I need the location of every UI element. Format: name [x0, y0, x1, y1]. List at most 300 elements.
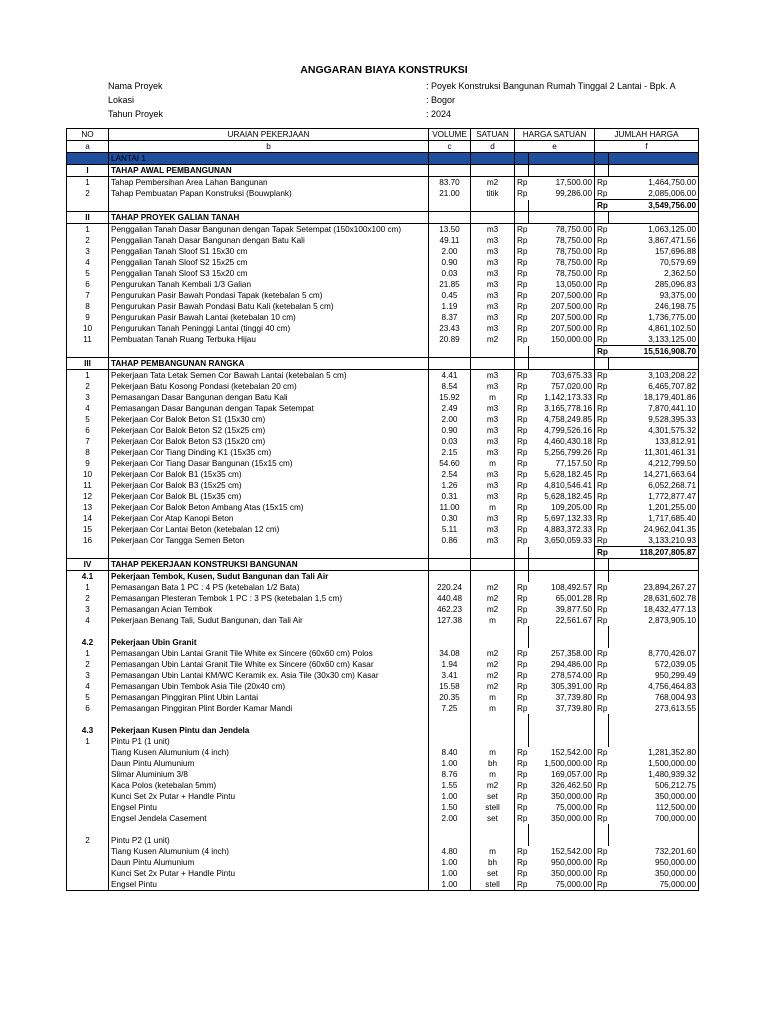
project-year-label: Tahun Proyek	[108, 109, 164, 119]
empty-cell	[109, 547, 429, 559]
section-number: III	[67, 358, 109, 370]
row-total-price: 133,812.91	[609, 436, 699, 447]
row-number: 4	[67, 403, 109, 414]
row-total-price: 9,528,395.33	[609, 414, 699, 425]
row-total-price: 6,465,707.82	[609, 381, 699, 392]
row-description: Pembuatan Tanah Ruang Terbuka Hijau	[109, 334, 429, 346]
row-volume: 2.49	[429, 403, 471, 414]
total-price-currency: Rp	[595, 469, 609, 480]
row-unit-price: 3,650,059.33	[529, 535, 595, 547]
table-row	[67, 593, 699, 604]
empty-cell	[515, 346, 529, 358]
total-price-currency: Rp	[595, 747, 609, 758]
row-volume: 13.50	[429, 224, 471, 236]
row-unit: stell	[471, 802, 515, 813]
letter-satuan: d	[471, 141, 515, 153]
table-row	[67, 513, 699, 524]
row-unit: m3	[471, 279, 515, 290]
empty-cell	[609, 725, 699, 736]
row-unit-price: 78,750.00	[529, 224, 595, 236]
row-unit: m3	[471, 370, 515, 382]
table-row	[67, 703, 699, 714]
row-number	[67, 802, 109, 813]
row-unit-price: 5,697,132.33	[529, 513, 595, 524]
row-description: Pekerjaan Kusen Pintu dan Jendela	[109, 725, 429, 736]
row-unit: m3	[471, 436, 515, 447]
row-description: Pengurukan Pasir Bawah Lantai (ketebalan 10 cm)	[109, 312, 429, 323]
row-description: Pengurukan Pasir Bawah Pondasi Batu Kali (ketebalan 5 cm)	[109, 301, 429, 312]
empty-cell	[471, 165, 515, 177]
row-unit-price: 207,500.00	[529, 323, 595, 334]
section-number: I	[67, 165, 109, 177]
table-row	[67, 323, 699, 334]
project-location-row	[108, 93, 748, 107]
empty-cell	[595, 571, 609, 583]
empty-cell	[529, 559, 595, 571]
row-total-price: 4,212,799.50	[609, 458, 699, 469]
row-unit-price: 17,500.00	[529, 177, 595, 189]
row-number: 2	[67, 235, 109, 246]
empty-cell	[595, 165, 609, 177]
row-description: Pekerjaan Cor Balok B3 (15x25 cm)	[109, 480, 429, 491]
row-volume: 1.00	[429, 879, 471, 891]
table-row	[67, 846, 699, 857]
empty-cell	[609, 637, 699, 648]
unit-price-currency: Rp	[515, 659, 529, 670]
empty-cell	[471, 714, 515, 725]
empty-cell	[515, 559, 529, 571]
empty-cell	[429, 714, 471, 725]
empty-cell	[471, 824, 515, 835]
row-unit: m3	[471, 513, 515, 524]
row-description: Kunci Set 2x Putar + Handle Pintu	[109, 868, 429, 879]
empty-cell	[595, 212, 609, 224]
row-number: 2	[67, 593, 109, 604]
row-total-price: 1,500,000.00	[609, 758, 699, 769]
row-number: 12	[67, 491, 109, 502]
total-price-currency: Rp	[595, 502, 609, 513]
row-unit: m2	[471, 659, 515, 670]
row-total-price: 70,579.69	[609, 257, 699, 268]
row-number	[67, 791, 109, 802]
unit-price-currency: Rp	[515, 879, 529, 891]
row-volume: 0.03	[429, 436, 471, 447]
section-total-value: 15,516,908.70	[609, 346, 699, 358]
empty-cell	[471, 346, 515, 358]
row-number	[67, 758, 109, 769]
empty-cell	[529, 153, 595, 165]
letter-jumlah: f	[595, 141, 699, 153]
row-total-price: 1,480,939.32	[609, 769, 699, 780]
section-total-row	[67, 547, 699, 559]
row-volume: 23.43	[429, 323, 471, 334]
row-unit-price: 152,542.00	[529, 846, 595, 857]
row-unit-price: 278,574.00	[529, 670, 595, 681]
row-number	[67, 846, 109, 857]
unit-price-currency: Rp	[515, 692, 529, 703]
row-unit: m3	[471, 414, 515, 425]
row-unit-price: 77,157.50	[529, 458, 595, 469]
total-price-currency: Rp	[595, 491, 609, 502]
subsection-header-row	[67, 571, 699, 583]
empty-cell	[515, 212, 529, 224]
unit-price-currency: Rp	[515, 425, 529, 436]
total-price-currency: Rp	[595, 769, 609, 780]
project-name-label: Nama Proyek	[108, 81, 163, 91]
row-unit: set	[471, 868, 515, 879]
total-price-currency: Rp	[595, 857, 609, 868]
row-number: 14	[67, 513, 109, 524]
group-row	[67, 835, 699, 846]
empty-cell	[595, 637, 609, 648]
row-unit: m3	[471, 480, 515, 491]
row-volume: 0.90	[429, 257, 471, 268]
total-price-currency: Rp	[595, 604, 609, 615]
row-number: 4	[67, 681, 109, 692]
empty-cell	[609, 714, 699, 725]
row-description: Pekerjaan Cor Tiang Dinding K1 (15x35 cm)	[109, 447, 429, 458]
row-unit-price: 78,750.00	[529, 235, 595, 246]
empty-cell	[429, 736, 471, 747]
unit-price-currency: Rp	[515, 188, 529, 200]
total-price-currency: Rp	[595, 582, 609, 593]
row-total-price: 7,870,441.10	[609, 403, 699, 414]
empty-cell	[529, 736, 595, 747]
table-body	[67, 153, 699, 891]
empty-cell	[471, 559, 515, 571]
total-price-currency: Rp	[595, 480, 609, 491]
empty-cell	[67, 200, 109, 212]
total-price-currency: Rp	[595, 392, 609, 403]
total-price-currency: Rp	[595, 301, 609, 312]
total-price-currency: Rp	[595, 268, 609, 279]
empty-cell	[429, 547, 471, 559]
row-unit-price: 257,358.00	[529, 648, 595, 659]
row-description: Pekerjaan Batu Kosong Pondasi (ketebalan 20 cm)	[109, 381, 429, 392]
empty-cell	[609, 736, 699, 747]
row-volume: 34.08	[429, 648, 471, 659]
row-unit-price: 4,883,372.33	[529, 524, 595, 535]
table-row	[67, 659, 699, 670]
row-description: Pemasangan Ubin Lantai Granit Tile White ex Sincere (60x60 cm) Polos	[109, 648, 429, 659]
row-total-price: 2,362.50	[609, 268, 699, 279]
row-number	[67, 879, 109, 891]
row-number: 3	[67, 392, 109, 403]
empty-cell	[529, 835, 595, 846]
unit-price-currency: Rp	[515, 381, 529, 392]
unit-price-currency: Rp	[515, 535, 529, 547]
total-price-currency: Rp	[595, 177, 609, 189]
table-row	[67, 312, 699, 323]
row-unit: m3	[471, 312, 515, 323]
table-row	[67, 524, 699, 535]
empty-cell	[471, 736, 515, 747]
row-total-price: 3,103,208.22	[609, 370, 699, 382]
empty-cell	[529, 824, 595, 835]
header-harga-satuan: HARGA SATUAN	[515, 129, 595, 141]
row-number: 1	[67, 736, 109, 747]
unit-price-currency: Rp	[515, 648, 529, 659]
empty-cell	[67, 824, 109, 835]
row-unit-price: 4,810,546.41	[529, 480, 595, 491]
row-total-price: 4,301,575.32	[609, 425, 699, 436]
empty-cell	[595, 835, 609, 846]
row-unit-price: 39,877.50	[529, 604, 595, 615]
table-row	[67, 747, 699, 758]
total-price-currency: Rp	[595, 312, 609, 323]
row-volume: 7.25	[429, 703, 471, 714]
table-row	[67, 177, 699, 189]
header-volume: VOLUME	[429, 129, 471, 141]
row-volume: 440.48	[429, 593, 471, 604]
total-price-currency: Rp	[595, 670, 609, 681]
empty-cell	[595, 736, 609, 747]
row-unit: m	[471, 502, 515, 513]
row-description: Daun Pintu Alumunium	[109, 758, 429, 769]
unit-price-currency: Rp	[515, 513, 529, 524]
row-unit-price: 4,758,249.85	[529, 414, 595, 425]
row-description: Penggalian Tanah Sloof S2 15x25 cm	[109, 257, 429, 268]
row-unit: m3	[471, 524, 515, 535]
empty-cell	[429, 212, 471, 224]
total-price-currency: Rp	[595, 802, 609, 813]
table-row	[67, 791, 699, 802]
total-price-currency: Rp	[595, 436, 609, 447]
row-description: Pekerjaan Cor Tangga Semen Beton	[109, 535, 429, 547]
unit-price-currency: Rp	[515, 802, 529, 813]
empty-cell	[429, 358, 471, 370]
header-satuan: SATUAN	[471, 129, 515, 141]
row-total-price: 572,039.05	[609, 659, 699, 670]
empty-cell	[515, 736, 529, 747]
row-unit-price: 4,799,526.16	[529, 425, 595, 436]
row-total-price: 4,861,102.50	[609, 323, 699, 334]
row-description: Pekerjaan Tata Letak Semen Cor Bawah Lantai (ketebalan 5 cm)	[109, 370, 429, 382]
row-unit-price: 350,000.00	[529, 791, 595, 802]
letter-volume: c	[429, 141, 471, 153]
table-row	[67, 582, 699, 593]
empty-cell	[471, 626, 515, 637]
row-volume: 2.00	[429, 414, 471, 425]
blank-row	[67, 626, 699, 637]
empty-cell	[515, 200, 529, 212]
row-unit: m3	[471, 257, 515, 268]
row-unit-price: 169,057.00	[529, 769, 595, 780]
row-description: Slimar Aluminium 3/8	[109, 769, 429, 780]
empty-cell	[429, 571, 471, 583]
row-unit-price: 78,750.00	[529, 257, 595, 268]
row-volume: 8.76	[429, 769, 471, 780]
total-price-currency: Rp	[595, 403, 609, 414]
row-number	[67, 813, 109, 824]
total-price-currency: Rp	[595, 813, 609, 824]
row-volume: 0.30	[429, 513, 471, 524]
table-row	[67, 235, 699, 246]
row-number: 6	[67, 703, 109, 714]
row-unit-price: 703,675.33	[529, 370, 595, 382]
row-volume: 2.54	[429, 469, 471, 480]
row-description: Pemasangan Plesteran Tembok 1 PC : 3 PS (ketebalan 1,5 cm)	[109, 593, 429, 604]
row-unit-price: 75,000.00	[529, 802, 595, 813]
row-volume: 0.45	[429, 290, 471, 301]
row-total-price: 1,281,352.80	[609, 747, 699, 758]
total-price-currency: Rp	[595, 323, 609, 334]
row-volume: 1.00	[429, 857, 471, 868]
total-price-currency: Rp	[595, 692, 609, 703]
row-description: Penggalian Tanah Dasar Bangunan dengan Tapak Setempat (150x100x100 cm)	[109, 224, 429, 236]
row-total-price: 23,894,267.27	[609, 582, 699, 593]
row-number: 1	[67, 224, 109, 236]
row-number: 9	[67, 312, 109, 323]
row-number: 11	[67, 334, 109, 346]
empty-cell	[515, 547, 529, 559]
row-volume: 0.90	[429, 425, 471, 436]
row-description: Penggalian Tanah Dasar Bangunan dengan Batu Kali	[109, 235, 429, 246]
empty-cell	[471, 637, 515, 648]
row-number: 1	[67, 582, 109, 593]
section-number: II	[67, 212, 109, 224]
row-volume: 54.60	[429, 458, 471, 469]
empty-cell	[529, 346, 595, 358]
row-description: Pekerjaan Cor Balok Beton S3 (15x20 cm)	[109, 436, 429, 447]
empty-cell	[515, 358, 529, 370]
row-number: 3	[67, 246, 109, 257]
total-currency: Rp	[595, 200, 609, 212]
row-total-price: 3,133,125.00	[609, 334, 699, 346]
row-description: Pintu P1 (1 unit)	[109, 736, 429, 747]
unit-price-currency: Rp	[515, 257, 529, 268]
row-volume: 5.11	[429, 524, 471, 535]
row-description: Engsel Jendela Casement	[109, 813, 429, 824]
row-no	[67, 153, 109, 165]
empty-cell	[67, 547, 109, 559]
letter-uraian: b	[109, 141, 429, 153]
row-description: Daun Pintu Alumunium	[109, 857, 429, 868]
row-description: Pekerjaan Cor Balok B1 (15x35 cm)	[109, 469, 429, 480]
row-description: Kunci Set 2x Putar + Handle Pintu	[109, 791, 429, 802]
empty-cell	[471, 153, 515, 165]
row-total-price: 2,085,006.00	[609, 188, 699, 200]
total-price-currency: Rp	[595, 279, 609, 290]
total-price-currency: Rp	[595, 257, 609, 268]
row-number: 5	[67, 268, 109, 279]
total-price-currency: Rp	[595, 846, 609, 857]
table-row	[67, 615, 699, 626]
row-description: Pekerjaan Cor Tiang Dasar Bangunan (15x15 cm)	[109, 458, 429, 469]
row-unit-price: 207,500.00	[529, 290, 595, 301]
empty-cell	[609, 571, 699, 583]
letter-no: a	[67, 141, 109, 153]
unit-price-currency: Rp	[515, 615, 529, 626]
empty-cell	[609, 824, 699, 835]
unit-price-currency: Rp	[515, 177, 529, 189]
letter-harga: e	[515, 141, 595, 153]
group-row	[67, 736, 699, 747]
table-row	[67, 279, 699, 290]
row-volume: 127.38	[429, 615, 471, 626]
table-row	[67, 692, 699, 703]
row-unit: m	[471, 747, 515, 758]
unit-price-currency: Rp	[515, 235, 529, 246]
row-total-price: 18,432,477.13	[609, 604, 699, 615]
empty-cell	[609, 835, 699, 846]
row-number	[67, 780, 109, 791]
row-volume: 8.54	[429, 381, 471, 392]
row-unit: m	[471, 392, 515, 403]
unit-price-currency: Rp	[515, 681, 529, 692]
table-row	[67, 469, 699, 480]
section-total-value: 3,549,756.00	[609, 200, 699, 212]
section-number: IV	[67, 559, 109, 571]
row-unit: m3	[471, 447, 515, 458]
row-unit-price: 13,050.00	[529, 279, 595, 290]
row-description: Engsel Pintu	[109, 802, 429, 813]
table-row	[67, 381, 699, 392]
total-price-currency: Rp	[595, 414, 609, 425]
section-title: TAHAP PEMBANGUNAN RANGKA	[109, 358, 429, 370]
row-description: Pemasangan Pinggiran Plint Ubin Lantai	[109, 692, 429, 703]
total-currency: Rp	[595, 547, 609, 559]
section-total-row	[67, 200, 699, 212]
unit-price-currency: Rp	[515, 323, 529, 334]
row-unit-price: 950,000.00	[529, 857, 595, 868]
row-description: Pemasangan Ubin Tembok Asia Tile (20x40 cm)	[109, 681, 429, 692]
row-unit: bh	[471, 857, 515, 868]
unit-price-currency: Rp	[515, 403, 529, 414]
row-total-price: 14,271,663.64	[609, 469, 699, 480]
cost-estimate-table	[66, 128, 699, 891]
row-total-price: 273,613.55	[609, 703, 699, 714]
row-description: Tahap Pembersihan Area Lahan Bangunan	[109, 177, 429, 189]
row-number: 2	[67, 835, 109, 846]
empty-cell	[515, 824, 529, 835]
row-volume: 21.85	[429, 279, 471, 290]
row-unit-price: 99,286.00	[529, 188, 595, 200]
empty-cell	[67, 626, 109, 637]
row-unit: m2	[471, 177, 515, 189]
unit-price-currency: Rp	[515, 246, 529, 257]
row-total-price: 285,096.83	[609, 279, 699, 290]
table-row	[67, 502, 699, 513]
row-volume: 1.94	[429, 659, 471, 670]
table-row	[67, 802, 699, 813]
row-unit: m2	[471, 593, 515, 604]
empty-cell	[429, 200, 471, 212]
table-row	[67, 425, 699, 436]
empty-cell	[609, 165, 699, 177]
table-row	[67, 188, 699, 200]
row-unit: m	[471, 846, 515, 857]
row-unit: m3	[471, 246, 515, 257]
row-unit: m3	[471, 224, 515, 236]
row-unit-price: 1,142,173.33	[529, 392, 595, 403]
empty-cell	[429, 835, 471, 846]
row-number: 2	[67, 188, 109, 200]
row-unit: m3	[471, 535, 515, 547]
row-description: Pengurukan Pasir Bawah Pondasi Tapak (ketebalan 5 cm)	[109, 290, 429, 301]
unit-price-currency: Rp	[515, 447, 529, 458]
row-total-price: 700,000.00	[609, 813, 699, 824]
project-location-value: : Bogor	[426, 95, 456, 105]
empty-cell	[429, 725, 471, 736]
empty-cell	[471, 835, 515, 846]
row-unit-price: 4,460,430.18	[529, 436, 595, 447]
blank-row	[67, 714, 699, 725]
document-title: ANGGARAN BIAYA KONSTRUKSI	[300, 64, 468, 76]
empty-cell	[471, 200, 515, 212]
total-price-currency: Rp	[595, 188, 609, 200]
unit-price-currency: Rp	[515, 224, 529, 236]
